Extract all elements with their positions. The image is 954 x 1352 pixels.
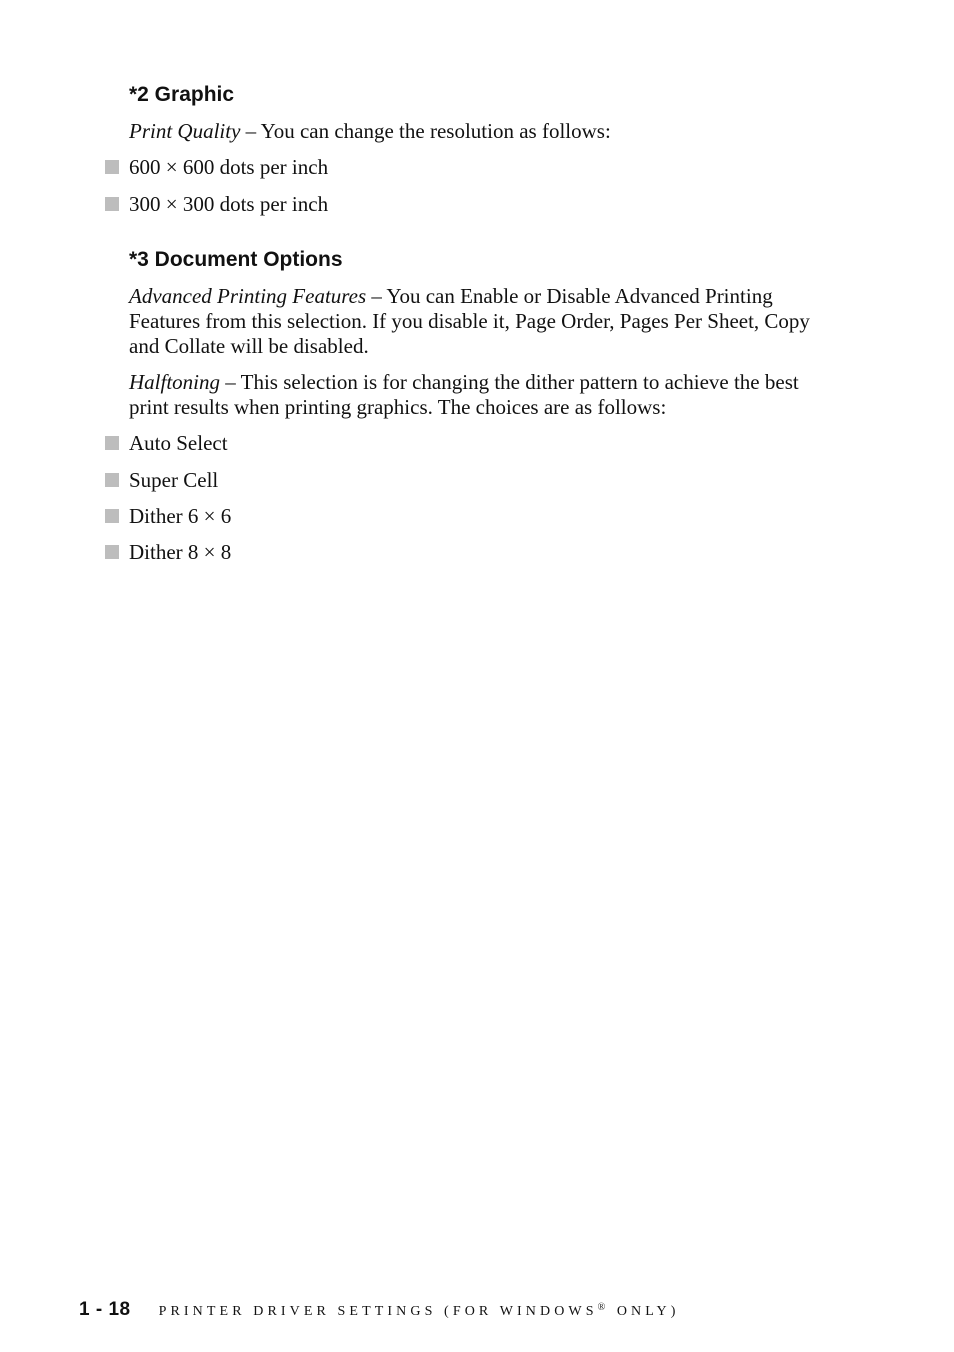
page-footer: [79, 1299, 679, 1323]
advanced-printing-description: – You can Enable or Disable Advanced Printing Features from this selection. If you disable it, Page Order, Pages Per Sheet, Copy and Collate will be disabled.: [129, 284, 810, 358]
list-item-resolution-600: [105, 154, 705, 180]
halftoning-term: Halftoning: [129, 370, 221, 394]
page-number: 1 - 18: [79, 1299, 131, 1320]
document-options-heading: *3 Document Options: [129, 248, 343, 271]
list-item-label: 300 × 300 dots per inch: [129, 192, 329, 216]
print-quality-term: Print Quality: [129, 119, 241, 143]
halftoning-paragraph: [129, 370, 829, 420]
square-bullet-icon: [105, 160, 119, 174]
advanced-printing-paragraph: [129, 284, 829, 359]
footer-title-main: PRINTER DRIVER SETTINGS (FOR WINDOWS: [158, 1304, 598, 1319]
graphic-heading: *2 Graphic: [129, 83, 235, 106]
advanced-printing-term: Advanced Printing Features: [129, 284, 367, 308]
square-bullet-icon: [105, 473, 119, 487]
registered-mark: ®: [597, 1302, 606, 1313]
list-item-dither-6x6: [105, 503, 705, 529]
footer-title-end: ONLY): [609, 1304, 680, 1319]
list-item-super-cell: [105, 467, 705, 493]
square-bullet-icon: [105, 197, 119, 211]
list-item-label: Super Cell: [129, 468, 219, 492]
list-item-resolution-300: [105, 191, 705, 217]
print-quality-paragraph: [129, 119, 829, 144]
list-item-label: Dither 8 × 8: [129, 540, 232, 564]
square-bullet-icon: [105, 436, 119, 450]
list-item-label: Auto Select: [129, 431, 228, 455]
footer-title: [159, 1304, 680, 1319]
list-item-label: 600 × 600 dots per inch: [129, 155, 329, 179]
square-bullet-icon: [105, 545, 119, 559]
list-item-label: Dither 6 × 6: [129, 504, 232, 528]
list-item-dither-8x8: [105, 539, 705, 565]
list-item-auto-select: [105, 430, 705, 456]
square-bullet-icon: [105, 509, 119, 523]
print-quality-description: – You can change the resolution as follows:: [240, 119, 611, 143]
halftoning-description: – This selection is for changing the dither pattern to achieve the best print results when printing graphics. The choices are as follows:: [129, 370, 799, 419]
